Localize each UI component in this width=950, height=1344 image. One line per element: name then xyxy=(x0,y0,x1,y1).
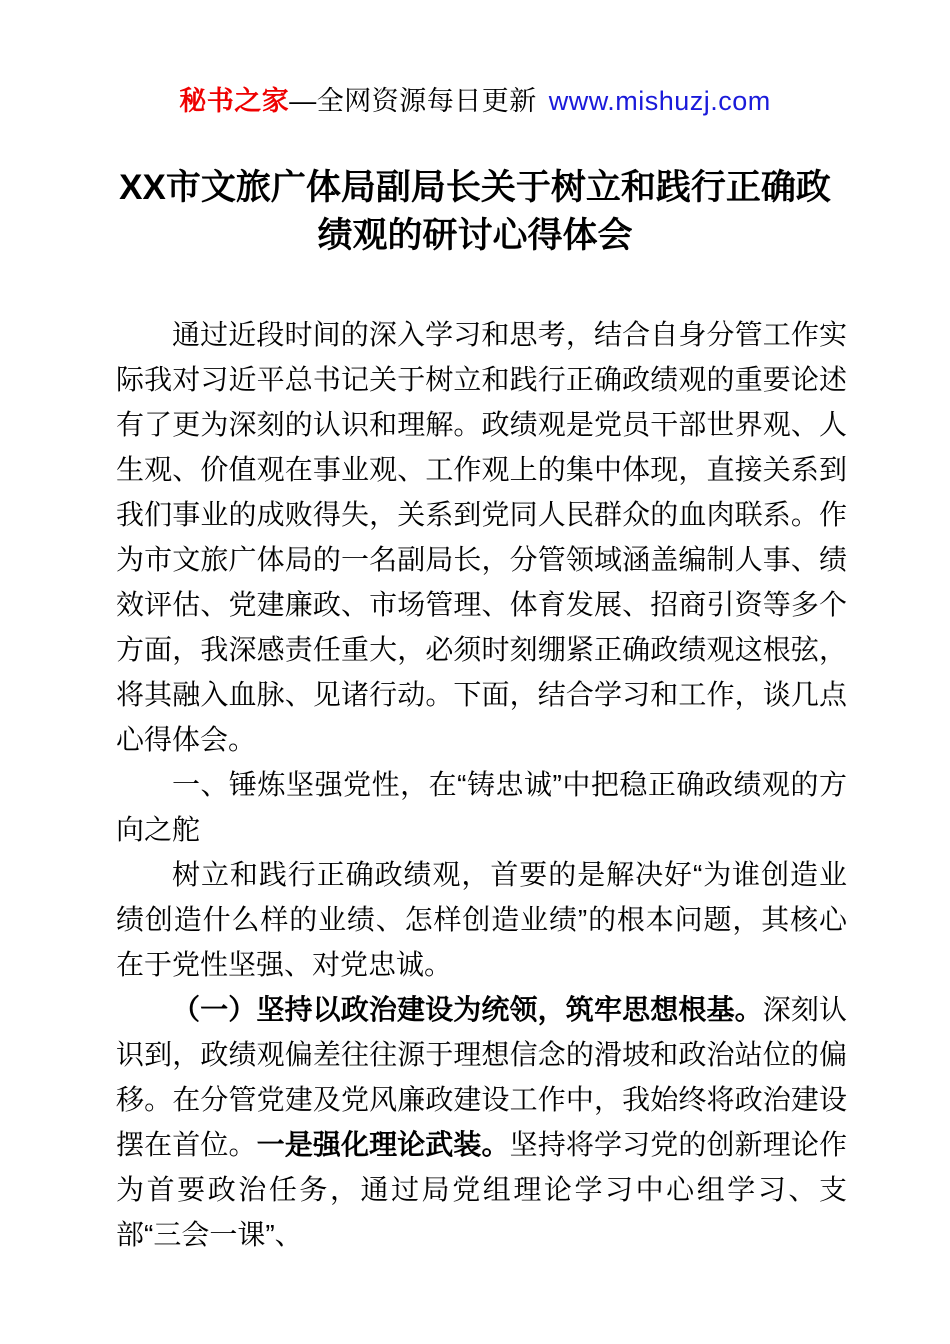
text-run: 深刻认识到，政绩观偏差往往源于理想信念的滑坡和政治站位的偏移。在分管党建及党风廉政建设工作中，我始终将政治建设摆在首位。 xyxy=(116,994,847,1160)
bold-text-run: 一是强化理论武装。 xyxy=(256,1129,510,1160)
text-run: 坚持将学习党的创新理论作为首要政治任务，通过局党组理论学习中心组学习、支部“三会一课”、 xyxy=(116,1129,847,1250)
text-run: 树立和践行正确政绩观，首要的是解决好“为谁创造业绩创造什么样的业绩、怎样创造业绩”的根本问题，其核心在于党性坚强、对党忠诚。 xyxy=(116,859,847,980)
document-title: XX市文旅广体局副局长关于树立和践行正确政绩观的研讨心得体会 xyxy=(119,168,831,255)
site-tagline: 全网资源每日更新 xyxy=(316,86,537,116)
paragraph xyxy=(116,312,847,762)
paragraph xyxy=(116,852,847,987)
paragraph xyxy=(116,987,847,1257)
site-brand: 秘书之家 xyxy=(179,86,290,116)
text-run: 通过近段时间的深入学习和思考，结合自身分管工作实际我对习近平总书记关于树立和践行正确政绩观的重要论述有了更为深刻的认识和理解。政绩观是党员干部世界观、人生观、价值观在事业观、工作观上的集中体现，直接关系到我们事业的成败得失，关系到党同人民群众的血肉联系。作为市文旅广体局的一名副局长，分管领域涵盖编制人事、绩效评估、党建廉政、市场管理、体育发展、招商引资等多个方面，我深感责任重大，必须时刻绷紧正确政绩观这根弦，将其融入血脉、见诸行动。下面，结合学习和工作，谈几点心得体会。 xyxy=(116,319,847,755)
site-url-link[interactable]: www.mishuzj.com xyxy=(548,86,771,116)
text-run: 一、锤炼坚强党性，在“铸忠诚”中把稳正确政绩观的方向之舵 xyxy=(116,769,847,845)
document-body xyxy=(0,312,950,1257)
bold-text-run: （一）坚持以政治建设为统领，筑牢思想根基。 xyxy=(172,994,763,1025)
section-heading xyxy=(116,762,847,852)
brand-dash: — xyxy=(289,86,317,116)
site-header xyxy=(0,0,950,118)
